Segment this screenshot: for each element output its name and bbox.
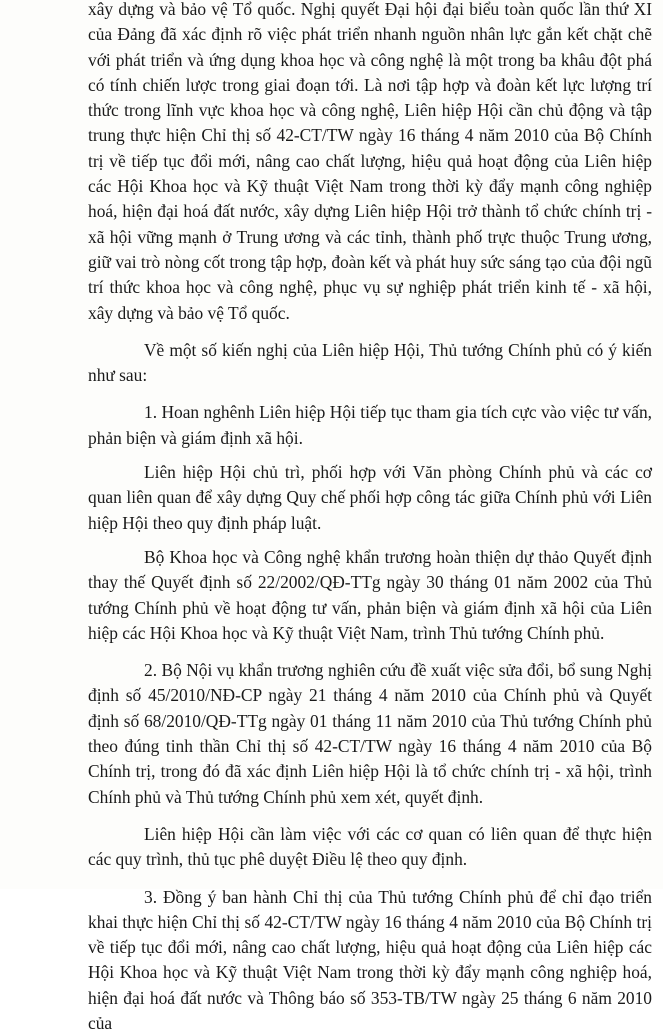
paragraph-item-1-ministry: Bộ Khoa học và Công nghệ khẩn trương hoàn thiện dự thảo Quyết định thay thế Quyết định số 22/2002/QĐ-TTg ngày 30 tháng 01 năm 2002 của Thủ tướng Chính phủ về hoạt động tư vấn, phản biện và giám định xã hội của Liên hiệp các Hội Khoa học và Kỹ thuật Việt Nam, trình Thủ tướng Chính phủ.: [88, 545, 652, 646]
paragraph-item-3: 3. Đồng ý ban hành Chỉ thị của Thủ tướng Chính phủ để chỉ đạo triển khai thực hiện Chỉ thị số 42-CT/TW ngày 16 tháng 4 năm 2010 của Bộ Chính trị về tiếp tục đổi mới, nâng cao chất lượng, hiệu quả hoạt động của Liên hiệp các Hội Khoa học và Kỹ thuật Việt Nam trong thời kỳ đẩy mạnh công nghiệp hoá, hiện đại hoá đất nước và Thông báo số 353-TB/TW ngày 25 tháng 6 năm 2010 của: [88, 885, 652, 1036]
paragraph-item-2: 2. Bộ Nội vụ khẩn trương nghiên cứu đề xuất việc sửa đổi, bổ sung Nghị định số 45/2010/NĐ-CP ngày 21 tháng 4 năm 2010 của Chính phủ và Quyết định số 68/2010/QĐ-TTg ngày 01 tháng 11 năm 2010 của Thủ tướng Chính phủ theo đúng tinh thần Chỉ thị số 42-CT/TW ngày 16 tháng 4 năm 2010 của Bộ Chính trị, trong đó đã xác định Liên hiệp Hội là tổ chức chính trị - xã hội, trình Chính phủ và Thủ tướng Chính phủ xem xét, quyết định.: [88, 658, 652, 810]
document-body: [88, 0, 652, 1036]
paragraph-item-2-charter: Liên hiệp Hội cần làm việc với các cơ quan có liên quan để thực hiện các quy trình, thủ tục phê duyệt Điều lệ theo quy định.: [88, 822, 652, 873]
paragraph-continuation: xây dựng và bảo vệ Tổ quốc. Nghị quyết Đại hội đại biểu toàn quốc lần thứ XI của Đảng đã xác định rõ việc phát triển nhanh nguồn nhân lực gắn kết chặt chẽ với phát triển và ứng dụng khoa học và công nghệ là một trong ba khâu đột phá có tính chiến lược trong giai đoạn tới. Là nơi tập hợp và đoàn kết lực lượng trí thức trong lĩnh vực khoa học và công nghệ, Liên hiệp Hội cần chủ động và tập trung thực hiện Chỉ thị số 42-CT/TW ngày 16 tháng 4 năm 2010 của Bộ Chính trị về tiếp tục đổi mới, nâng cao chất lượng, hiệu quả hoạt động của Liên hiệp các Hội Khoa học và Kỹ thuật Việt Nam trong thời kỳ đẩy mạnh công nghiệp hoá, hiện đại hoá đất nước, xây dựng Liên hiệp Hội trở thành tổ chức chính trị - xã hội vững mạnh ở Trung ương và các tỉnh, thành phố trực thuộc Trung ương, giữ vai trò nòng cốt trong tập hợp, đoàn kết và phát huy sức sáng tạo của đội ngũ trí thức khoa học và công nghệ, phục vụ sự nghiệp phát triển kinh tế - xã hội, xây dựng và bảo vệ Tổ quốc.: [88, 0, 652, 326]
paragraph-item-1: 1. Hoan nghênh Liên hiệp Hội tiếp tục tham gia tích cực vào việc tư vấn, phản biện và giám định xã hội.: [88, 400, 652, 451]
paragraph-pm-opinions-intro: Về một số kiến nghị của Liên hiệp Hội, Thủ tướng Chính phủ có ý kiến như sau:: [88, 338, 652, 389]
paragraph-item-1-coordination: Liên hiệp Hội chủ trì, phối hợp với Văn phòng Chính phủ và các cơ quan liên quan để xây dựng Quy chế phối hợp công tác giữa Chính phủ với Liên hiệp Hội theo quy định pháp luật.: [88, 460, 652, 536]
